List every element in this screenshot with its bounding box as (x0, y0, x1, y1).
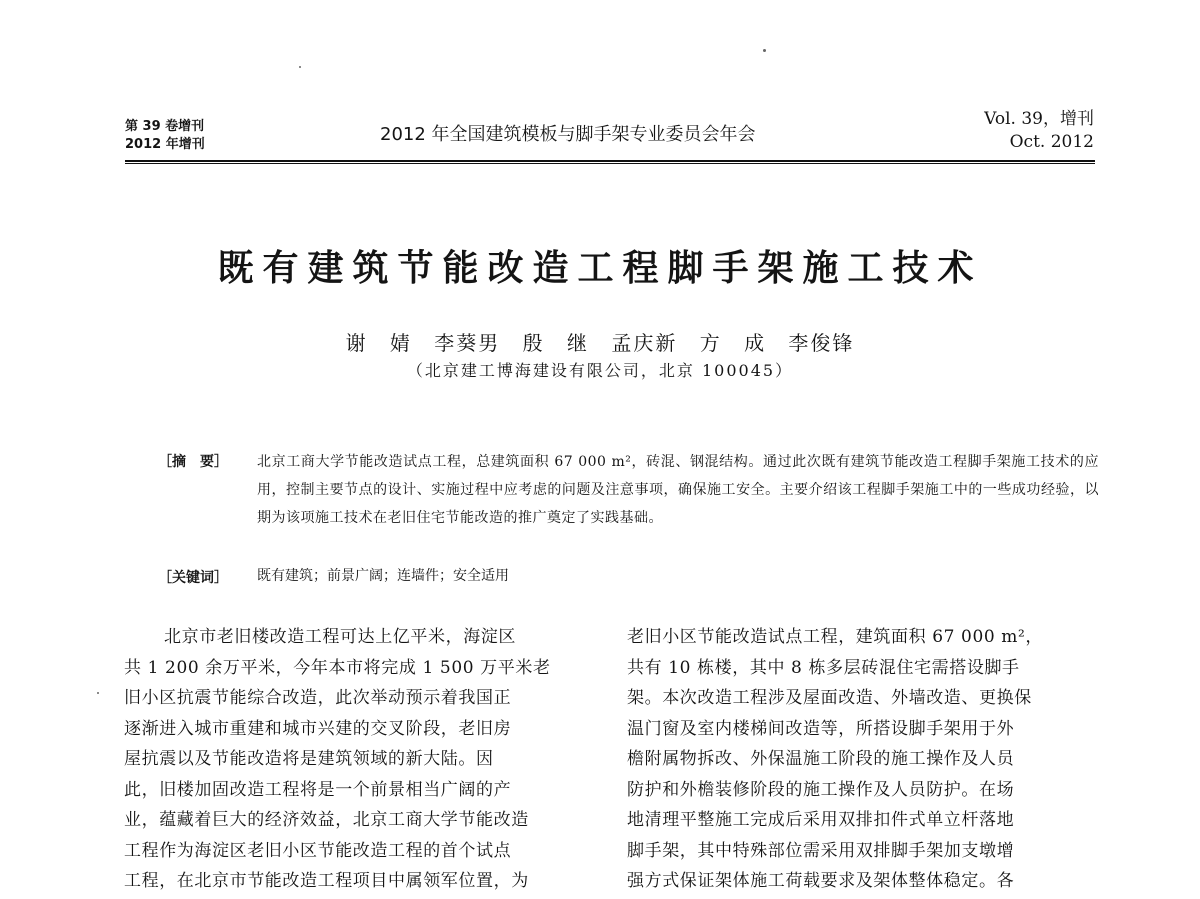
scan-speck (97, 692, 99, 694)
body-line: 北京市老旧楼改造工程可达上亿平米，海淀区 (164, 627, 516, 647)
body-line: 工程作为海淀区老旧小区节能改造工程的首个试点 (124, 840, 512, 861)
header-rule-thin (125, 163, 1095, 164)
body-line: 工程，在北京市节能改造工程项目中属领军位置，为 (124, 871, 529, 891)
body-line: 防护和外檐装修阶段的施工操作及人员防护。在场 (627, 779, 1015, 800)
body-line: 强方式保证架体施工荷载要求及架体整体稳定。各 (627, 871, 1015, 891)
body-line: 温门窗及室内楼梯间改造等，所搭设脚手架用于外 (627, 718, 1015, 739)
body-line: 旧小区抗震节能综合改造，此次举动预示着我国正 (124, 688, 512, 708)
scan-speck (763, 49, 766, 52)
journal-volume-cn: 第 39 卷增刊 (125, 119, 205, 134)
keywords-label: ［关键词］ (158, 570, 228, 586)
body-line: 逐渐进入城市重建和城市兴建的交叉阶段，老旧房 (124, 718, 512, 739)
paper-authors: 谢 婧 李葵男 殷 继 孟庆新 方 成 李俊锋 (345, 331, 855, 355)
journal-date-en: Oct. 2012 (1009, 132, 1094, 152)
body-line: 此，旧楼加固改造工程将是一个前景相当广阔的产 (124, 779, 512, 800)
conference-name: 2012 年全国建筑模板与脚手架专业委员会年会 (380, 124, 756, 145)
journal-volume-en (984, 108, 1094, 154)
body-line: 业，蕴藏着巨大的经济效益，北京工商大学节能改造 (124, 810, 529, 830)
scan-speck (299, 66, 301, 68)
body-column-right (627, 622, 1097, 897)
body-line: 地清理平整施工完成后采用双排扣件式单立杆落地 (627, 810, 1015, 830)
keywords-text: 既有建筑；前景广阔；连墙件；安全适用 (257, 568, 509, 584)
author-affiliation: （北京建工博海建设有限公司，北京 100045） (406, 361, 794, 380)
abstract-text: 北京工商大学节能改造试点工程，总建筑面积 67 000 m²，砖混、钢混结构。通过此次既有建筑节能改造工程脚手架施工技术的应用，控制主要节点的设计、实施过程中应考虑的问题及注意事项，确保施工安全。主要介绍该工程脚手架施工中的一些成功经验，以期为该项施工技术在老旧住宅节能改造的推广奠定了实践基础。 (257, 454, 1099, 526)
body-line: 屋抗震以及节能改造将是建筑领域的新大陆。因 (124, 749, 494, 769)
body-line: 檐附属物拆改、外保温施工阶段的施工操作及人员 (627, 749, 1015, 769)
paper-title: 既有建筑节能改造工程脚手架施工技术 (217, 247, 983, 289)
body-line: 脚手架，其中特殊部位需采用双排脚手架加支墩增 (627, 840, 1015, 861)
body-line: 老旧小区节能改造试点工程，建筑面积 67 000 m²， (627, 627, 1044, 647)
body-line: 共 1 200 余万平米，今年本市将完成 1 500 万平米老 (124, 657, 551, 678)
body-line: 架。本次改造工程涉及屋面改造、外墙改造、更换保 (627, 688, 1032, 708)
body-line: 共有 10 栋楼，其中 8 栋多层砖混住宅需搭设脚手 (627, 657, 1020, 678)
header-rule (125, 160, 1095, 162)
journal-volume-en-line: Vol. 39，增刊 (984, 109, 1094, 129)
journal-volume-info (125, 118, 205, 154)
journal-year-cn: 2012 年增刊 (125, 137, 205, 152)
body-column-left (124, 622, 594, 897)
abstract-label: ［摘 要］ (158, 454, 228, 470)
